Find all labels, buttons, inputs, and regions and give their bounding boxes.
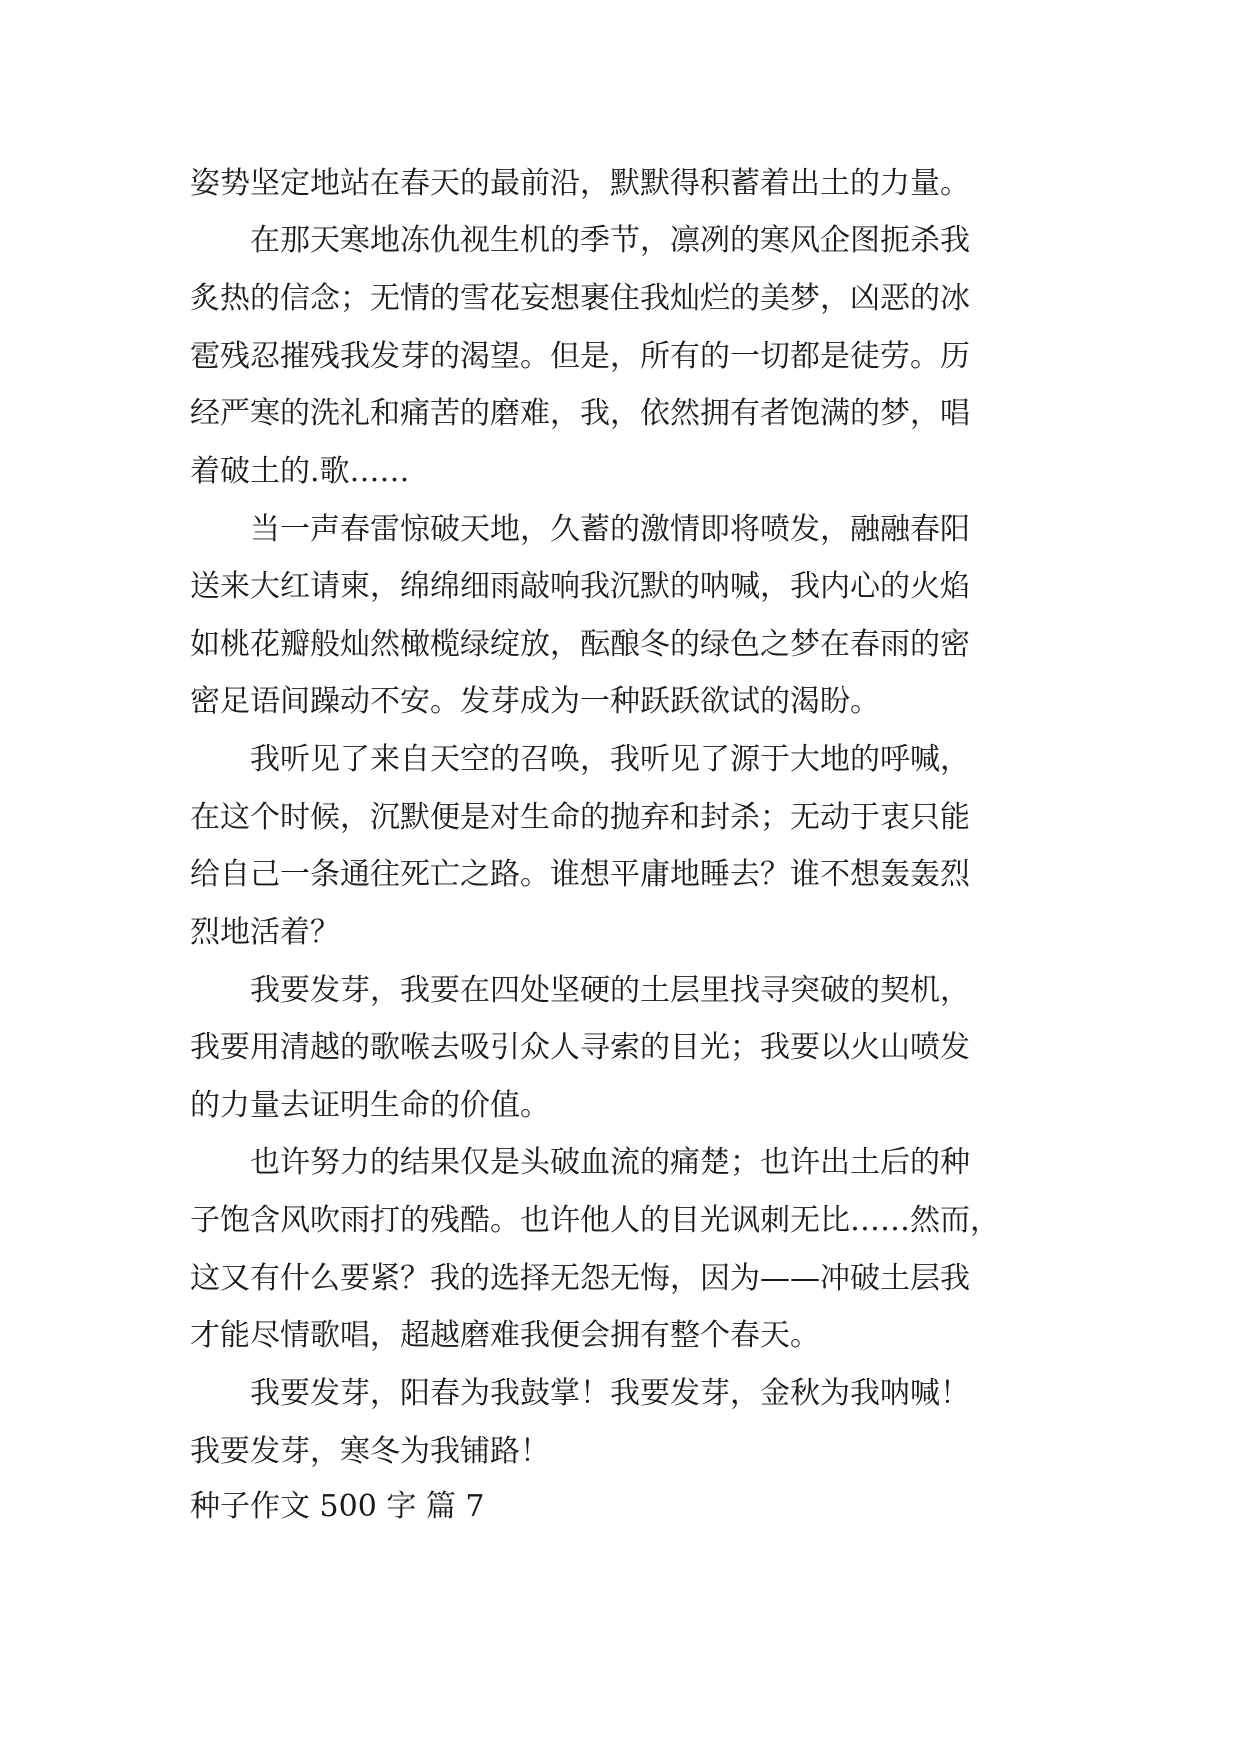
text-line: 在这个时候，沉默便是对生命的抛弃和封杀；无动于衷只能 [190, 800, 970, 835]
text-line: 这又有什么要紧？我的选择无怨无悔，因为——冲破土层我 [190, 1261, 970, 1296]
text-line: 给自己一条通往死亡之路。谁想平庸地睡去？谁不想轰轰烈 [190, 857, 970, 892]
text-line: 雹残忍摧残我发芽的渴望。但是，所有的一切都是徒劳。历 [190, 339, 970, 374]
text-line: 我要发芽，阳春为我鼓掌！我要发芽，金秋为我呐喊！ [190, 1376, 970, 1411]
text-line: 我要用清越的歌喉去吸引众人寻索的目光；我要以火山喷发 [190, 1030, 970, 1065]
text-line: 送来大红请柬，绵绵细雨敲响我沉默的呐喊，我内心的火焰 [190, 569, 970, 604]
text-line: 经严寒的洗礼和痛苦的磨难，我，依然拥有者饱满的梦，唱 [190, 396, 970, 431]
text-line: 我要发芽，我要在四处坚硬的土层里找寻突破的契机， [190, 973, 970, 1008]
section-heading: 种子作文 500 字 篇 7 [190, 1489, 485, 1524]
text-line: 才能尽情歌唱，超越磨难我便会拥有整个春天。 [190, 1318, 820, 1353]
text-line: 密足语间躁动不安。发芽成为一种跃跃欲试的渴盼。 [190, 684, 880, 719]
text-line: 烈地活着？ [190, 915, 340, 950]
text-line: 的力量去证明生命的价值。 [190, 1088, 550, 1123]
text-line: 在那天寒地冻仇视生机的季节，凛冽的寒风企图扼杀我 [190, 223, 970, 258]
text-line: 也许努力的结果仅是头破血流的痛楚；也许出土后的种 [190, 1145, 970, 1180]
text-line: 姿势坚定地站在春天的最前沿，默默得积蓄着出土的力量。 [190, 166, 970, 201]
text-line: 炙热的信念；无情的雪花妄想裹住我灿烂的美梦，凶恶的冰 [190, 281, 970, 316]
text-line: 我听见了来自天空的召唤，我听见了源于大地的呼喊， [190, 742, 970, 777]
text-line: 当一声春雷惊破天地，久蓄的激情即将喷发，融融春阳 [190, 512, 970, 547]
text-line: 子饱含风吹雨打的残酷。也许他人的目光讽刺无比……然而， [190, 1203, 1000, 1238]
text-line: 着破土的.歌…… [190, 454, 410, 489]
text-line: 我要发芽，寒冬为我铺路！ [190, 1434, 550, 1469]
text-line: 如桃花瓣般灿然橄榄绿绽放，酝酿冬的绿色之梦在春雨的密 [190, 627, 970, 662]
